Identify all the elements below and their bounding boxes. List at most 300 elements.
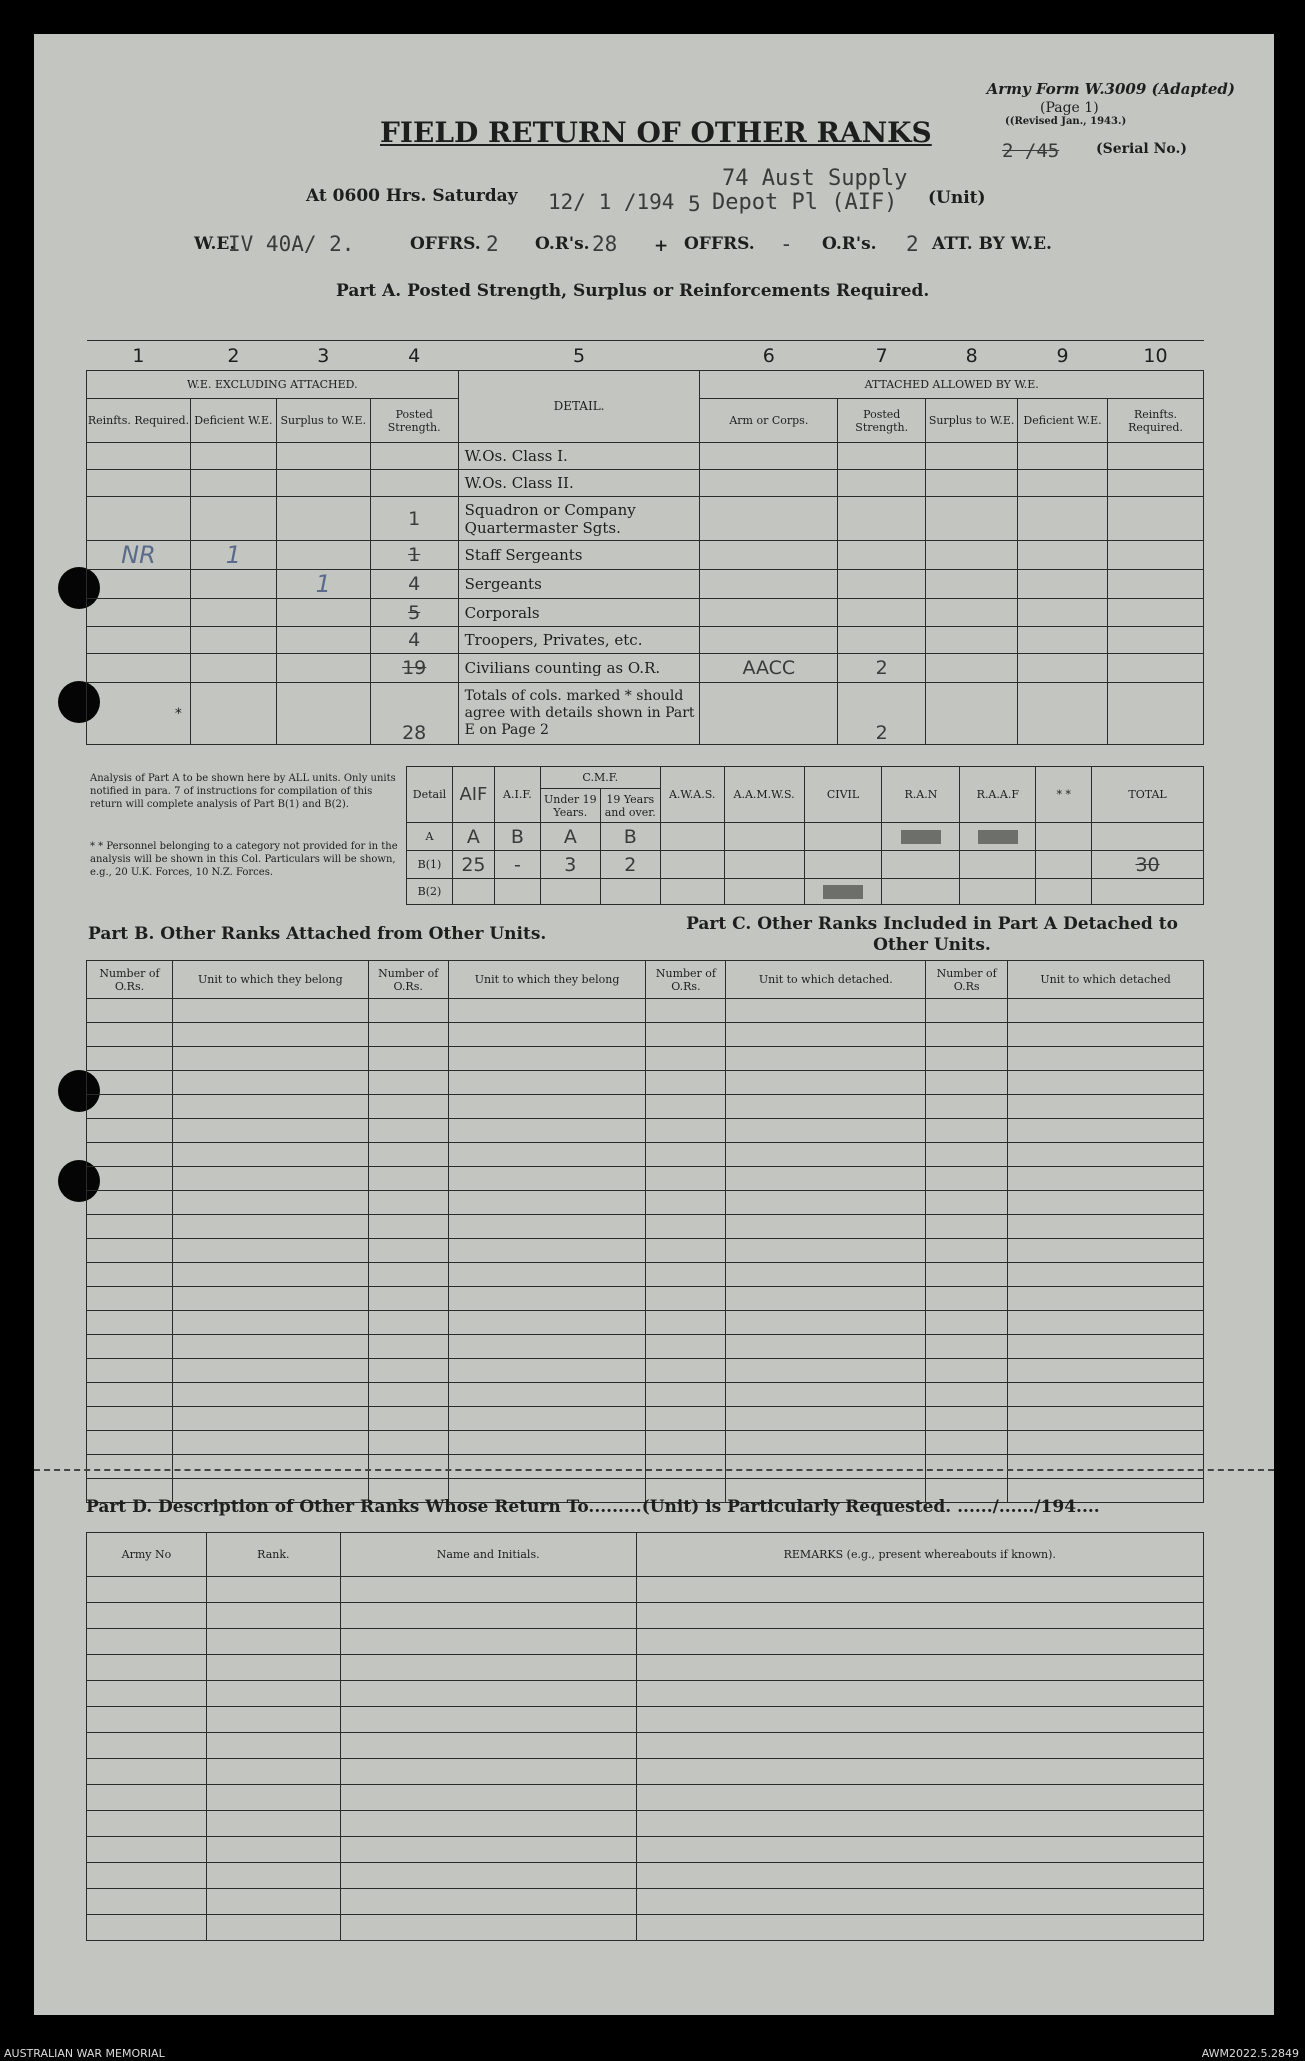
- blank-cell: [87, 1215, 173, 1239]
- blank-cell: [368, 1383, 448, 1407]
- blank-cell: [87, 1287, 173, 1311]
- analysis-alf: [494, 879, 540, 905]
- header-posted: Posted Strength.: [370, 399, 458, 443]
- blank-cell: [87, 1707, 207, 1733]
- cell-empty: [926, 541, 1018, 570]
- blank-cell: [636, 1785, 1204, 1811]
- blank-cell: [726, 1215, 926, 1239]
- cell-posted-att: [838, 570, 926, 599]
- blank-cell: [726, 1191, 926, 1215]
- blank-cell: [172, 999, 368, 1023]
- part-d-header-rank: Rank.: [206, 1533, 340, 1577]
- cell-posted-att: [838, 599, 926, 627]
- analysis-total: [1092, 823, 1204, 851]
- blank-cell: [206, 1733, 340, 1759]
- blank-cell: [1008, 1143, 1204, 1167]
- plus-sign: +: [654, 236, 669, 256]
- blank-cell: [646, 1119, 726, 1143]
- col-number: 7: [838, 341, 926, 371]
- col-number: 10: [1108, 341, 1204, 371]
- blank-cell: [340, 1681, 636, 1707]
- blank-row: [87, 1215, 1204, 1239]
- blank-cell: [646, 1455, 726, 1479]
- blank-cell: [636, 1837, 1204, 1863]
- part-d-title: Part D. Description of Other Ranks Whose Return To.........(Unit) is Particularly Requested. ....../....../194....: [86, 1497, 1100, 1517]
- cell-arm: [700, 443, 838, 470]
- cell-reinf: NR: [87, 541, 191, 570]
- form-page: (Page 1): [1040, 100, 1099, 116]
- blank-cell: [206, 1577, 340, 1603]
- cell-empty: [804, 851, 882, 879]
- blank-cell: [926, 1023, 1008, 1047]
- blank-cell: [87, 1785, 207, 1811]
- cell-empty: [960, 851, 1036, 879]
- blank-cell: [368, 1167, 448, 1191]
- blank-cell: [1008, 1287, 1204, 1311]
- blank-cell: [926, 1071, 1008, 1095]
- blank-cell: [206, 1863, 340, 1889]
- cell-empty: [1018, 497, 1108, 541]
- blank-cell: [172, 1359, 368, 1383]
- date-value: 12/ 1 /194: [548, 190, 675, 214]
- blank-cell: [368, 1455, 448, 1479]
- blank-cell: [926, 1455, 1008, 1479]
- blank-cell: [448, 1335, 646, 1359]
- footer-right: AWM2022.5.2849: [1201, 2047, 1299, 2060]
- blank-cell: [368, 1335, 448, 1359]
- analysis-row-label: B(2): [407, 879, 453, 905]
- blank-row: [87, 1603, 1204, 1629]
- blank-cell: [172, 1071, 368, 1095]
- blank-row: [87, 1759, 1204, 1785]
- offrs-label: OFFRS.: [410, 234, 481, 254]
- analysis-detail-header: Detail: [407, 767, 453, 823]
- blank-row: [87, 1407, 1204, 1431]
- blank-cell: [1008, 1047, 1204, 1071]
- blank-cell: [87, 1335, 173, 1359]
- cell-empty: [1018, 443, 1108, 470]
- blank-cell: [926, 1431, 1008, 1455]
- blank-cell: [646, 1383, 726, 1407]
- blank-row: [87, 1707, 1204, 1733]
- blank-cell: [340, 1785, 636, 1811]
- blank-row: [87, 1915, 1204, 1941]
- cell-empty: [1108, 570, 1204, 599]
- cell-reinf: [87, 570, 191, 599]
- blank-cell: [87, 1071, 173, 1095]
- blank-cell: [726, 1335, 926, 1359]
- cell-posted: 5: [370, 599, 458, 627]
- cell-def: 1: [190, 541, 276, 570]
- blank-cell: [646, 1287, 726, 1311]
- blank-cell: [206, 1889, 340, 1915]
- part-d-header-name: Name and Initials.: [340, 1533, 636, 1577]
- header-arm: Arm or Corps.: [700, 399, 838, 443]
- blank-cell: [926, 1095, 1008, 1119]
- blank-cell: [646, 1071, 726, 1095]
- col-number: 1: [87, 341, 191, 371]
- blank-cell: [1008, 1359, 1204, 1383]
- blank-cell: [726, 1239, 926, 1263]
- blank-cell: [368, 1407, 448, 1431]
- blank-cell: [172, 1335, 368, 1359]
- cell-reinf: [87, 470, 191, 497]
- blank-cell: [87, 1263, 173, 1287]
- part-d-header-army-no: Army No: [87, 1533, 207, 1577]
- blank-cell: [1008, 999, 1204, 1023]
- cell-posted: [370, 470, 458, 497]
- blank-cell: [636, 1577, 1204, 1603]
- analysis-alf: B: [494, 823, 540, 851]
- blank-cell: [206, 1915, 340, 1941]
- blank-cell: [636, 1889, 1204, 1915]
- blank-cell: [368, 1095, 448, 1119]
- blank-cell: [726, 1407, 926, 1431]
- cell-surp: [276, 627, 370, 654]
- blank-cell: [87, 1167, 173, 1191]
- analysis-aif: 25: [452, 851, 494, 879]
- detail-wo1: W.Os. Class I.: [458, 443, 700, 470]
- cell-empty: [660, 879, 724, 905]
- blank-cell: [172, 1407, 368, 1431]
- blank-cell: [926, 1263, 1008, 1287]
- blank-cell: [340, 1811, 636, 1837]
- blank-cell: [636, 1603, 1204, 1629]
- blank-cell: [646, 1023, 726, 1047]
- blank-cell: [726, 1311, 926, 1335]
- part-c-header-unit: Unit to which detached.: [726, 961, 926, 999]
- cell-posted-att: 2: [838, 654, 926, 683]
- blank-cell: [646, 1167, 726, 1191]
- blank-cell: [87, 1681, 207, 1707]
- blank-cell: [172, 1023, 368, 1047]
- cell-empty: [1036, 879, 1092, 905]
- blank-cell: [726, 1047, 926, 1071]
- col-number: 6: [700, 341, 838, 371]
- blank-cell: [448, 1191, 646, 1215]
- cell-surp: [276, 541, 370, 570]
- blank-row: [87, 999, 1204, 1023]
- blank-cell: [1008, 1095, 1204, 1119]
- blank-cell: [368, 1143, 448, 1167]
- blank-row: [87, 1263, 1204, 1287]
- blank-cell: [646, 1359, 726, 1383]
- analysis-o19: [600, 879, 660, 905]
- blank-cell: [87, 1023, 173, 1047]
- cell-posted-att: [838, 470, 926, 497]
- cell-empty: [1108, 627, 1204, 654]
- blank-cell: [87, 1095, 173, 1119]
- cell-empty: [926, 497, 1018, 541]
- blank-cell: [368, 1239, 448, 1263]
- col-number: 3: [276, 341, 370, 371]
- blank-cell: [172, 1239, 368, 1263]
- blank-cell: [172, 1311, 368, 1335]
- analysis-u19: 3: [540, 851, 600, 879]
- blank-cell: [448, 1359, 646, 1383]
- cell-arm: [700, 541, 838, 570]
- cell-def: [190, 627, 276, 654]
- cell-empty: [1036, 851, 1092, 879]
- cell-empty: [926, 683, 1018, 745]
- blank-cell: [1008, 1119, 1204, 1143]
- blank-cell: [448, 1263, 646, 1287]
- blank-cell: [340, 1889, 636, 1915]
- analysis-awas-header: A.W.A.S.: [660, 767, 724, 823]
- cell-empty: [1108, 654, 1204, 683]
- cell-empty: [1108, 599, 1204, 627]
- header-posted-att: Posted Strength.: [838, 399, 926, 443]
- blank-cell: [726, 1455, 926, 1479]
- blank-cell: [448, 1119, 646, 1143]
- blank-cell: [87, 1655, 207, 1681]
- cell-posted-att-total: 2: [838, 683, 926, 745]
- blank-cell: [448, 1023, 646, 1047]
- cell-empty: [1018, 599, 1108, 627]
- blank-cell: [726, 1263, 926, 1287]
- detail-cqms: Squadron or Company Quartermaster Sgts.: [458, 497, 700, 541]
- blank-cell: [172, 1215, 368, 1239]
- blank-cell: [87, 1629, 207, 1655]
- blank-cell: [1008, 1071, 1204, 1095]
- blank-cell: [726, 1359, 926, 1383]
- blank-cell: [636, 1707, 1204, 1733]
- blank-cell: [1008, 1431, 1204, 1455]
- blank-cell: [726, 1119, 926, 1143]
- blank-cell: [172, 1431, 368, 1455]
- part-c-header-num: Number of O.Rs.: [646, 961, 726, 999]
- cell-empty: [724, 823, 804, 851]
- blank-cell: [448, 1407, 646, 1431]
- analysis-note-1: Analysis of Part A to be shown here by ALL units. Only units notified in para. 7 of instructions for compilation of this return will complete analysis of Part B(1) and B(2).: [90, 773, 396, 810]
- blank-cell: [87, 1455, 173, 1479]
- perforation-line: [34, 1469, 1274, 1471]
- cell-posted: 1: [370, 497, 458, 541]
- blank-cell: [726, 1095, 926, 1119]
- cell-empty: [1108, 470, 1204, 497]
- footer-left: AUSTRALIAN WAR MEMORIAL: [4, 2047, 165, 2060]
- analysis-alf: -: [494, 851, 540, 879]
- cell-arm: [700, 683, 838, 745]
- cell-def: [190, 470, 276, 497]
- blank-cell: [448, 1311, 646, 1335]
- blank-cell: [87, 1837, 207, 1863]
- part-b-header-num: Number of O.Rs.: [368, 961, 448, 999]
- blank-row: [87, 1889, 1204, 1915]
- offrs2-label: OFFRS.: [684, 234, 755, 254]
- blank-cell: [636, 1811, 1204, 1837]
- analysis-u19-header: Under 19 Years.: [540, 789, 600, 823]
- cell-arm: AACC: [700, 654, 838, 683]
- blank-cell: [448, 1143, 646, 1167]
- blank-cell: [646, 1263, 726, 1287]
- blank-cell: [726, 1287, 926, 1311]
- blank-row: [87, 1837, 1204, 1863]
- blank-cell: [448, 1071, 646, 1095]
- cell-surp: [276, 497, 370, 541]
- blank-cell: [926, 1191, 1008, 1215]
- blank-cell: [206, 1629, 340, 1655]
- detail-privates: Troopers, Privates, etc.: [458, 627, 700, 654]
- blank-cell: [172, 1191, 368, 1215]
- blank-cell: [726, 1071, 926, 1095]
- blank-row: [87, 1311, 1204, 1335]
- cell-arm: [700, 599, 838, 627]
- blank-cell: [448, 1455, 646, 1479]
- blank-cell: [636, 1863, 1204, 1889]
- col-number: 2: [190, 341, 276, 371]
- blank-cell: [340, 1655, 636, 1681]
- part-c-title: Part C. Other Ranks Included in Part A Detached to Other Units.: [686, 914, 1178, 955]
- blank-cell: [1008, 1167, 1204, 1191]
- cell-empty: [926, 627, 1018, 654]
- blank-cell: [448, 1383, 646, 1407]
- blank-cell: [448, 1215, 646, 1239]
- offrs2-value: -: [780, 232, 793, 256]
- blank-cell: [448, 999, 646, 1023]
- cell-empty: [1108, 541, 1204, 570]
- blank-cell: [1008, 1191, 1204, 1215]
- header-deficient: Deficient W.E.: [190, 399, 276, 443]
- blank-cell: [368, 1191, 448, 1215]
- blank-cell: [1008, 1215, 1204, 1239]
- blank-cell: [340, 1759, 636, 1785]
- ors2-label: O.R's.: [822, 234, 877, 254]
- blank-row: [87, 1143, 1204, 1167]
- blank-cell: [368, 1071, 448, 1095]
- col-number: 5: [458, 341, 700, 371]
- blank-cell: [926, 1239, 1008, 1263]
- serial-value: 2 /45: [1002, 140, 1060, 162]
- blank-row: [87, 1119, 1204, 1143]
- blank-cell: [926, 1287, 1008, 1311]
- civil-stamp: [804, 879, 882, 905]
- blank-cell: [636, 1915, 1204, 1941]
- blank-row: [87, 1455, 1204, 1479]
- cell-reinf: [87, 497, 191, 541]
- form-id: Army Form W.3009 (Adapted): [986, 80, 1235, 98]
- blank-cell: [646, 1047, 726, 1071]
- analysis-other-header: * *: [1036, 767, 1092, 823]
- blank-cell: [340, 1733, 636, 1759]
- blank-row: [87, 1383, 1204, 1407]
- cell-posted-total: 28: [370, 683, 458, 745]
- blank-cell: [448, 1431, 646, 1455]
- header-deficient-att: Deficient W.E.: [1018, 399, 1108, 443]
- blank-cell: [926, 1119, 1008, 1143]
- blank-cell: [87, 1119, 173, 1143]
- blank-cell: [646, 1191, 726, 1215]
- blank-cell: [646, 1407, 726, 1431]
- blank-cell: [1008, 1239, 1204, 1263]
- cell-def: [190, 570, 276, 599]
- blank-cell: [206, 1759, 340, 1785]
- analysis-u19: [540, 879, 600, 905]
- cell-empty: [926, 470, 1018, 497]
- blank-cell: [206, 1837, 340, 1863]
- blank-cell: [172, 1287, 368, 1311]
- analysis-aif: [452, 879, 494, 905]
- analysis-u19: A: [540, 823, 600, 851]
- blank-cell: [726, 1383, 926, 1407]
- blank-cell: [726, 1431, 926, 1455]
- analysis-aif-header: AIF: [452, 767, 494, 823]
- detail-sergeants: Sergeants: [458, 570, 700, 599]
- we-label: W.E.: [194, 234, 236, 254]
- blank-cell: [646, 1335, 726, 1359]
- analysis-cmf-header: C.M.F.: [540, 767, 660, 789]
- blank-cell: [206, 1707, 340, 1733]
- blank-row: [87, 1167, 1204, 1191]
- blank-cell: [646, 999, 726, 1023]
- part-b-header-unit: Unit to which they belong: [448, 961, 646, 999]
- blank-cell: [87, 1311, 173, 1335]
- cell-empty: [926, 570, 1018, 599]
- col-number: 4: [370, 341, 458, 371]
- blank-row: [87, 1733, 1204, 1759]
- blank-cell: [646, 1431, 726, 1455]
- blank-cell: [87, 1603, 207, 1629]
- blank-row: [87, 1655, 1204, 1681]
- cell-reinf: [87, 627, 191, 654]
- blank-cell: [636, 1759, 1204, 1785]
- blank-cell: [172, 1047, 368, 1071]
- offrs-value: 2: [486, 232, 499, 256]
- blank-cell: [340, 1629, 636, 1655]
- blank-cell: [87, 1733, 207, 1759]
- cell-empty: [926, 654, 1018, 683]
- cell-def: [190, 683, 276, 745]
- cell-posted-att: [838, 443, 926, 470]
- blank-cell: [726, 1023, 926, 1047]
- blank-cell: [926, 1047, 1008, 1071]
- cell-empty: [660, 851, 724, 879]
- ran-stamp: [882, 823, 960, 851]
- blank-cell: [1008, 1311, 1204, 1335]
- cell-arm: [700, 570, 838, 599]
- blank-row: [87, 1577, 1204, 1603]
- blank-cell: [646, 1095, 726, 1119]
- analysis-o19-header: 19 Years and over.: [600, 789, 660, 823]
- cell-empty: [724, 879, 804, 905]
- blank-cell: [340, 1577, 636, 1603]
- part-a-table: [86, 340, 1204, 745]
- analysis-ran-header: R.A.N: [882, 767, 960, 823]
- header-reinfts: Reinfts. Required.: [87, 399, 191, 443]
- detail-header: DETAIL.: [458, 371, 700, 443]
- cell-empty: [926, 599, 1018, 627]
- blank-cell: [87, 1915, 207, 1941]
- blank-cell: [448, 1239, 646, 1263]
- blank-cell: [206, 1811, 340, 1837]
- blank-cell: [926, 1383, 1008, 1407]
- cell-reinf: [87, 654, 191, 683]
- blank-cell: [340, 1915, 636, 1941]
- year-digit: 5: [688, 192, 701, 216]
- blank-cell: [87, 1239, 173, 1263]
- part-b-header-unit: Unit to which they belong: [172, 961, 368, 999]
- part-b-header-num: Number of O.Rs.: [87, 961, 173, 999]
- blank-cell: [1008, 1383, 1204, 1407]
- blank-cell: [87, 1191, 173, 1215]
- cell-posted: 1: [370, 541, 458, 570]
- raaf-stamp: [960, 823, 1036, 851]
- cell-empty: [724, 851, 804, 879]
- analysis-row-label: A: [407, 823, 453, 851]
- detail-civilians: Civilians counting as O.R.: [458, 654, 700, 683]
- cell-empty: [1018, 470, 1108, 497]
- blank-cell: [172, 1383, 368, 1407]
